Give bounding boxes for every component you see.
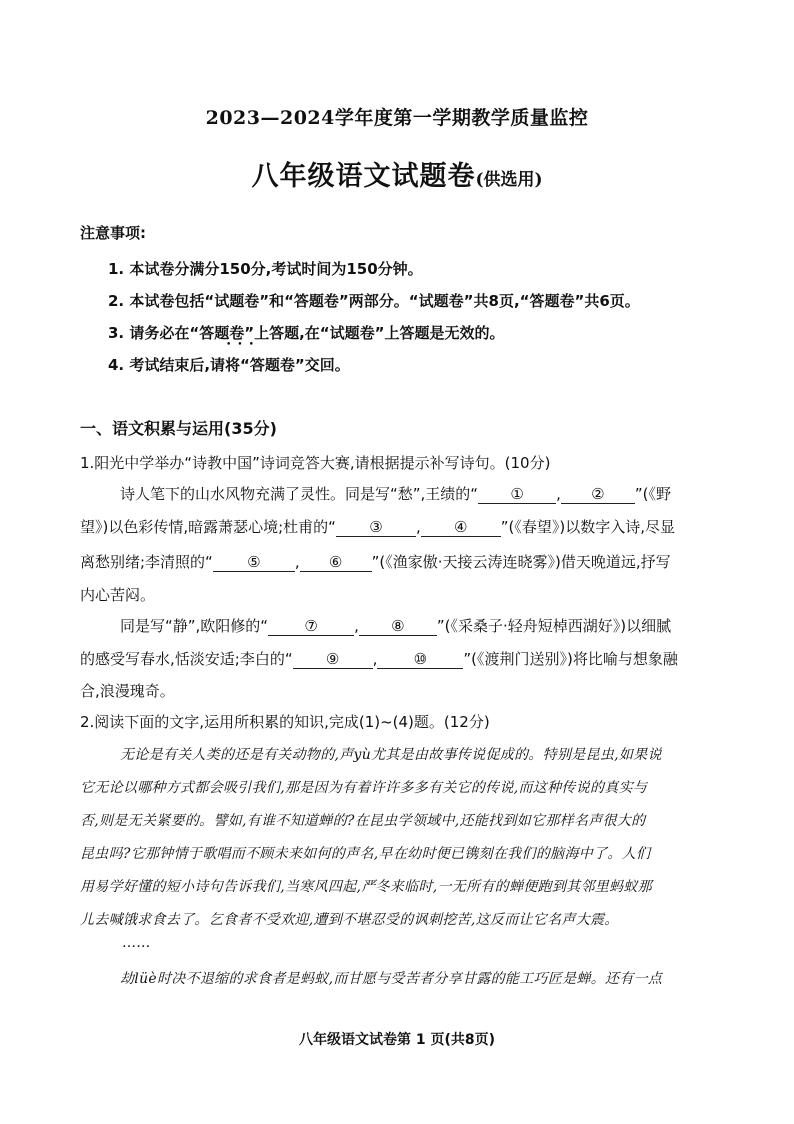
exam-title-main: 八年级语文试题卷 <box>251 161 476 192</box>
exam-title-note: (供选用) <box>475 170 543 190</box>
question-1-stem: 1.阳光中学举办“诗教中国”诗词竞答大赛,请根据提示补写诗句。(10分) <box>80 454 551 472</box>
answer-blank[interactable]: ⑦ <box>268 617 354 636</box>
page-footer: 八年级语文试卷第 1 页(共8页) <box>298 1032 496 1048</box>
q1-text: ”(《春望》)以数字入诗,尽显 <box>500 518 675 536</box>
answer-blank[interactable]: ③ <box>336 518 416 537</box>
q1-line: 合,浪漫瑰奇。 <box>80 682 175 700</box>
q1-text: 的感受写春水,恬淡安适;李白的“ <box>80 650 293 668</box>
passage-line: 昆虫吗?它那钟情于歌唱而不顾未来如何的声名,早在幼时便已镌刻在我们的脑海中了。人们 <box>80 846 651 862</box>
passage-line: 无论是有关人类的还是有关动物的,声yù尤其是由故事传说促成的。特别是昆虫,如果说 <box>120 747 662 763</box>
q1-line <box>80 648 678 669</box>
answer-blank[interactable]: ④ <box>421 518 501 537</box>
notice-item-1: 1. 本试卷分满分150分,考试时间为150分钟。 <box>108 260 423 278</box>
q1-text: 诗人笔下的山水风物充满了灵性。同是写“愁”,王绩的“ <box>120 485 479 503</box>
passage-line: 它无论以哪种方式都会吸引我们,那是因为有着许许多多有关它的传说,而这种传说的真实与 <box>80 780 648 796</box>
passage-line: 用易学好懂的短小诗句告诉我们,当寒风四起,严冬来临时,一无所有的蝉便跑到其邻里蚂蚁那 <box>80 879 652 895</box>
q1-text: , <box>372 650 378 668</box>
exam-title <box>0 154 794 193</box>
exam-subtitle: 2023—2024学年度第一学期教学质量监控 <box>205 107 589 129</box>
answer-blank[interactable]: ⑤ <box>213 553 295 572</box>
q1-text: , <box>415 518 421 536</box>
q1-line <box>80 516 675 537</box>
notice-item-4: 4. 考试结束后,请将“答题卷”交回。 <box>108 356 350 374</box>
q1-text: ”(《渔家傲·天接云涛连晓雾》)借天晚道远,抒写 <box>371 553 671 571</box>
q1-text: 望》)以色彩传情,暗露萧瑟心境;杜甫的“ <box>80 518 336 536</box>
section-heading: 一、语文积累与运用(35分) <box>80 419 277 438</box>
passage-line: 劫lüè时决不退缩的求食者是蚂蚁,而甘愿与受苦者分享甘露的能工巧匠是蝉。还有一点 <box>120 971 663 987</box>
q1-text: , <box>294 553 300 571</box>
answer-blank[interactable]: ② <box>561 485 635 504</box>
answer-blank[interactable]: ⑩ <box>377 650 463 669</box>
q1-text: 同是写“静”,欧阳修的“ <box>120 617 269 635</box>
notice-heading: 注意事项: <box>80 224 146 242</box>
q1-text: ”(《采桑子·轻舟短棹西湖好》)以细腻 <box>436 617 672 635</box>
q1-line <box>80 551 671 572</box>
passage-ellipsis: …… <box>122 935 151 951</box>
answer-blank[interactable]: ⑧ <box>359 617 437 636</box>
notice-item-2: 2. 本试卷包括“试题卷”和“答题卷”两部分。“试题卷”共8页,“答题卷”共6页。 <box>108 292 640 310</box>
emphasis-dots: ••• <box>226 340 260 350</box>
question-2-stem: 2.阅读下面的文字,运用所积累的知识,完成(1)~(4)题。(12分) <box>80 713 490 731</box>
passage-line: 否,则是无关紧要的。譬如,有谁不知道蝉的?在昆虫学领域中,还能找到如它那样名声很大的 <box>80 813 646 829</box>
answer-blank[interactable]: ⑥ <box>300 553 372 572</box>
passage-line: 儿去喊饿求食去了。乞食者不受欢迎,遭到不堪忍受的讽刺挖苦,这反而让它名声大震。 <box>80 912 619 928</box>
q1-line <box>120 615 671 636</box>
answer-blank[interactable]: ① <box>478 485 556 504</box>
notice-item-3: 3. 请务必在“答题卷”上答题,在“试题卷”上答题是无效的。 <box>108 324 505 342</box>
q1-text: 离愁别绪;李清照的“ <box>80 553 213 571</box>
q1-line: 内心苦闷。 <box>80 586 156 604</box>
q1-text: ”(《野 <box>634 485 671 503</box>
q1-line <box>120 483 671 504</box>
q1-text: ”(《渡荆门送别》)将比喻与想象融 <box>463 650 678 668</box>
answer-blank[interactable]: ⑨ <box>293 650 373 669</box>
q1-text: , <box>354 617 359 635</box>
q1-text: , <box>556 485 561 503</box>
